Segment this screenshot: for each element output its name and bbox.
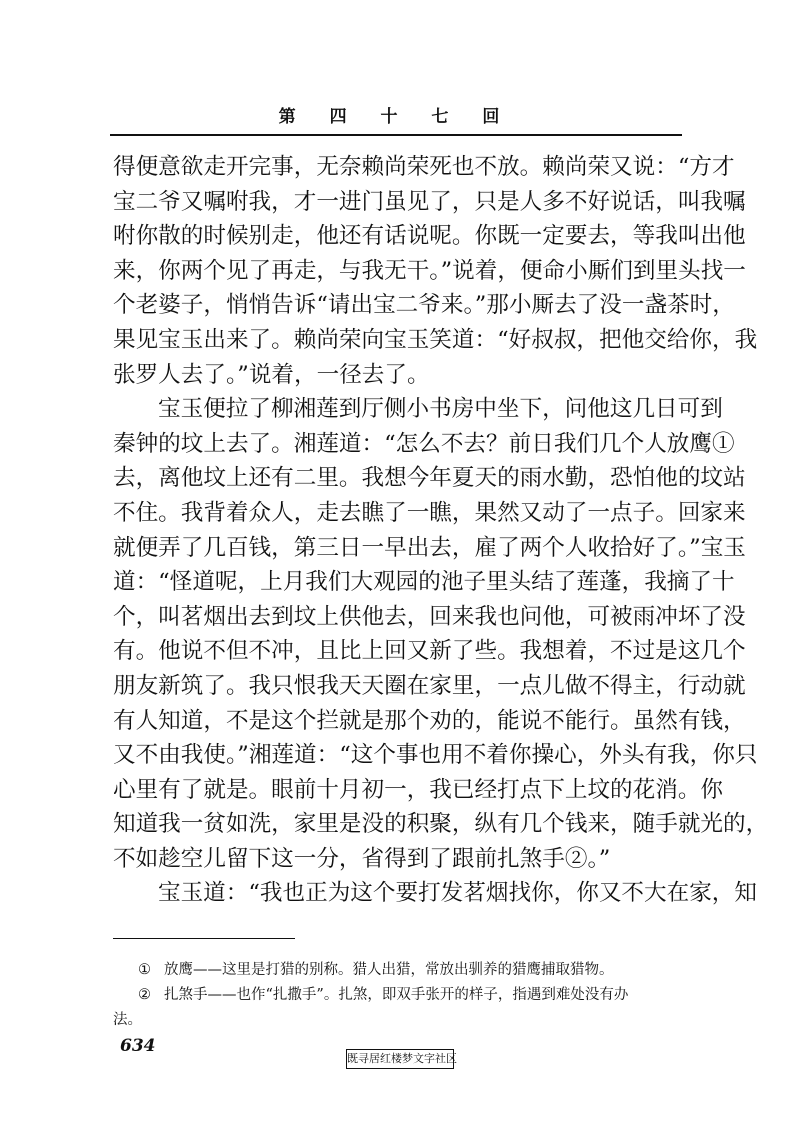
text-line: 张罗人去了。”说着，一径去了。 — [113, 361, 430, 388]
paragraph-start-line: 宝玉道：“我也正为这个要打发茗烟找你，你又不大在家，知 — [158, 880, 757, 907]
footnote-text: 放鹰——这里是打猎的别称。猎人出猎，常放出驯养的猎鹰捕取猎物。 — [164, 962, 614, 978]
text-line: 有。他说不但不冲，且比上回又新了些。我想着，不过是这几个 — [113, 638, 746, 665]
text-line: 不住。我背着众人，走去瞧了一瞧，果然又动了一点子。回家来 — [113, 499, 746, 526]
text-line: 来，你两个见了再走，与我无干。”说着，便命小厮们到里头找一 — [113, 257, 746, 284]
text-line: 秦钟的坟上去了。湘莲道：“怎么不去？前日我们几个人放鹰① — [113, 430, 735, 457]
text-line: 知道我一贫如洗，家里是没的积聚，纵有几个钱来，随手就光的， — [113, 811, 769, 838]
footnote-text: 扎煞手——也作“扎撒手”。扎煞，即双手张开的样子，指遇到难处没有办 — [164, 987, 629, 1003]
text-line: 心里有了就是。眼前十月初一，我已经打点下上坟的花消。你 — [113, 776, 724, 803]
footnotes — [113, 958, 678, 1033]
footnote-marker: ② — [138, 987, 151, 1003]
text-line: 个老婆子，悄悄告诉“请出宝二爷来。”那小厮去了没一盏茶时， — [113, 292, 735, 319]
text-line: 果见宝玉出来了。赖尚荣向宝玉笑道：“好叔叔，把他交给你，我 — [113, 326, 758, 353]
text-line: 就便弄了几百钱，第三日一早出去，雇了两个人收拾好了。”宝玉 — [113, 534, 746, 561]
text-line: 去，离他坟上还有二里。我想今年夏天的雨水勤，恐怕他的坟站 — [113, 465, 746, 492]
body-text — [113, 150, 769, 911]
footnote-2 — [113, 983, 678, 1008]
watermark-stamp: 既寻居红楼梦文字社区 — [346, 1049, 454, 1069]
text-line: 不如趁空儿留下这一分，省得到了跟前扎煞手②。” — [113, 845, 611, 872]
paragraph-start-line: 宝玉便拉了柳湘莲到厅侧小书房中坐下，问他这几日可到 — [158, 396, 723, 423]
chapter-header: 第 四 十 七 回 — [278, 107, 514, 127]
header-rule — [110, 134, 682, 136]
page-number: 634 — [120, 1036, 156, 1056]
text-line: 宝二爷又嘱咐我，才一进门虽见了，只是人多不好说话，叫我嘱 — [113, 188, 746, 215]
footnote-separator — [113, 938, 295, 939]
text-line: 道：“怪道呢，上月我们大观园的池子里头结了莲蓬，我摘了十 — [113, 569, 735, 596]
text-line: 又不由我使。”湘莲道：“这个事也用不着你操心，外头有我，你只 — [113, 742, 758, 769]
footnote-1 — [113, 958, 678, 983]
text-line: 有人知道，不是这个拦就是那个劝的，能说不能行。虽然有钱， — [113, 707, 746, 734]
text-line: 个，叫茗烟出去到坟上供他去，回来我也问他，可被雨冲坏了没 — [113, 603, 746, 630]
footnote-marker: ① — [138, 962, 151, 978]
text-line: 朋友新筑了。我只恨我天天圈在家里，一点儿做不得主，行动就 — [113, 672, 746, 699]
text-line: 咐你散的时候别走，他还有话说呢。你既一定要去，等我叫出他 — [113, 223, 746, 250]
text-line: 得便意欲走开完事，无奈赖尚荣死也不放。赖尚荣又说：“方才 — [113, 154, 735, 180]
footnote-2-continuation: 法。 — [113, 1012, 142, 1028]
